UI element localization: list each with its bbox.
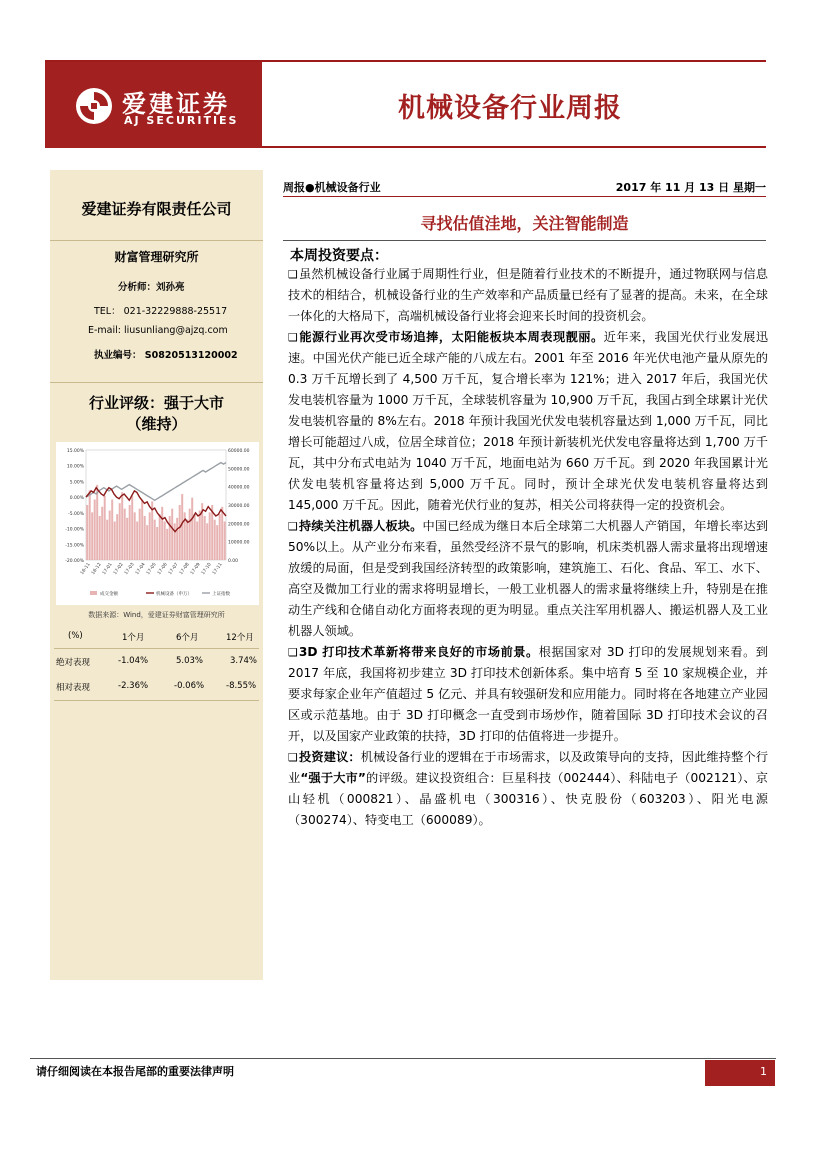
- company-name: 爱建证券有限责任公司: [81, 200, 232, 218]
- analyst-email: E-mail: liusunliang@ajzq.com: [88, 325, 228, 336]
- license-number: 执业编号： S0820513120002: [94, 350, 238, 361]
- section-title: 本周投资要点：: [290, 248, 388, 264]
- volume-bar: [96, 485, 98, 560]
- volume-bar: [119, 503, 121, 560]
- volume-bar: [194, 514, 196, 560]
- paragraph: [288, 327, 768, 516]
- volume-bar: [126, 518, 128, 560]
- table-cell: -0.06%: [174, 681, 205, 691]
- volume-bar: [139, 509, 141, 560]
- industry-rating: 行业评级：强于大市: [88, 394, 224, 412]
- header-bottom-rule: [262, 146, 766, 148]
- report-date: 2017 年 11 月 13 日 星期一: [615, 181, 766, 194]
- paragraph-lead: 持续关注机器人板块。: [298, 519, 423, 533]
- legend-label: 上证指数: [212, 592, 230, 597]
- headline: 寻找估值洼地，关注智能制造: [420, 214, 629, 233]
- volume-bar: [129, 505, 131, 560]
- y-tick-label-left: 15.00%: [66, 449, 84, 454]
- page-number: 1: [760, 1065, 767, 1078]
- volume-bar: [221, 507, 223, 560]
- logo-mark-icon: [74, 86, 114, 126]
- volume-bar: [219, 514, 221, 560]
- table-header-cell: 6个月: [176, 633, 199, 643]
- footer-divider: [30, 1058, 776, 1059]
- volume-bar: [174, 523, 176, 560]
- volume-bar: [131, 496, 133, 560]
- table-cell: 5.03%: [176, 656, 204, 666]
- volume-bar: [216, 525, 218, 560]
- y-tick-label-left: 5.00%: [69, 480, 84, 486]
- sidebar-divider: [50, 240, 263, 241]
- report-category: 周报●机械设备行业: [283, 181, 381, 194]
- x-tick-label: 17-09: [190, 562, 202, 576]
- y-tick-label-right: 0.00: [228, 559, 239, 564]
- volume-bar: [166, 529, 168, 560]
- y-tick-label-left: 0.00%: [69, 496, 84, 502]
- report-title: 机械设备行业周报: [398, 93, 622, 124]
- volume-bar: [104, 496, 106, 560]
- volume-bar: [179, 505, 181, 560]
- checkbox-bullet-icon: ❑: [288, 646, 298, 659]
- y-tick-label-right: 10000.00: [228, 540, 250, 546]
- table-cell: -1.04%: [118, 656, 149, 666]
- paragraph-body: 根据国家对 3D 打印的发展规划来看。到 2017 年底，我国将初步建立 3D 打印技术创新体系。集中培育 5 至 10 家规模企业，并要求每家企业年产值超过 5 亿元、并具有较强研发和应用能力。同时将在各地建立产业园区或示范基地。由于 3D 打印概念一直受到市场炒作，随着国际 3D 打印技术会议的召开，以及国家产业政策的扶持，3D 打印的估值将进一步提升。: [288, 645, 768, 743]
- data-source: 数据来源：Wind，爱建证券财富管理研究所: [88, 611, 225, 619]
- y-tick-label-left: 10.00%: [66, 464, 84, 470]
- volume-bar: [106, 520, 108, 560]
- legend-swatch: [90, 591, 97, 595]
- y-tick-label-left: -15.00%: [65, 543, 84, 549]
- x-tick-label: 17-02: [113, 562, 125, 576]
- volume-bar: [99, 516, 101, 560]
- volume-bar: [89, 490, 91, 560]
- volume-bar: [124, 509, 126, 560]
- x-tick-label: 17-05: [146, 562, 158, 576]
- volume-bar: [199, 511, 201, 561]
- checkbox-bullet-icon: ❑: [288, 520, 298, 533]
- paragraph-body: 虽然机械设备行业属于周期性行业，但是随着行业技术的不断提升，通过物联网与信息技术的相结合，机械设备行业的生产效率和产品质量已经有了显著的提高。未来，在全球一体化的大格局下，高端机械设备行业将会迎来长时间的投资机会。: [288, 267, 768, 323]
- paragraph-lead: 能源行业再次受市场追捧，太阳能板块本周表现靓丽。: [298, 330, 604, 344]
- x-tick-label: 17-03: [124, 562, 136, 576]
- volume-bar: [136, 522, 138, 561]
- rating-emphasis: “强于大市”: [300, 771, 366, 785]
- table-divider: [54, 700, 259, 701]
- volume-bar: [94, 500, 96, 561]
- volume-bar: [169, 516, 171, 560]
- table-cell: 绝对表现: [56, 658, 91, 668]
- sidebar-divider: [50, 382, 263, 383]
- table-cell: -2.36%: [118, 681, 149, 691]
- logo-text-cn: 爱建证券: [122, 90, 230, 118]
- table-header-row: [54, 626, 259, 648]
- y-tick-label-right: 30000.00: [228, 504, 250, 509]
- rating-status: （维持）: [126, 415, 187, 433]
- y-tick-label-right: 40000.00: [228, 485, 250, 491]
- table-divider: [54, 648, 259, 649]
- volume-bar: [186, 520, 188, 560]
- paragraph-body: 的评级。建议投资组合：巨星科技（002444）、科陆电子（002121）、京山轻机（000821）、晶盛机电（300316）、快克股份（603203）、阳光电源（300274）、特变电工（600089）。: [288, 771, 768, 827]
- sidebar: [50, 170, 263, 980]
- paragraph: [288, 642, 768, 747]
- analyst-name: 分析师：刘孙亮: [118, 282, 185, 293]
- performance-chart: [56, 442, 259, 605]
- volume-bar: [121, 492, 123, 560]
- paragraph-lead: 投资建议：: [298, 750, 361, 764]
- volume-bar: [111, 500, 113, 561]
- legal-notice: 请仔细阅读在本报告尾部的重要法律声明: [36, 1065, 234, 1078]
- volume-bar: [209, 512, 211, 560]
- page-number-box: [705, 1060, 775, 1086]
- y-tick-label-right: 60000.00: [228, 449, 250, 454]
- volume-bar: [154, 520, 156, 560]
- x-tick-label: 17-06: [157, 562, 169, 576]
- paragraph: [288, 516, 768, 642]
- series-line: [86, 463, 226, 501]
- volume-bar: [181, 494, 183, 560]
- y-tick-label-right: 50000.00: [228, 467, 250, 473]
- y-tick-label-left: -20.00%: [65, 559, 84, 564]
- table-row: [54, 676, 259, 698]
- checkbox-bullet-icon: ❑: [288, 331, 298, 344]
- table-cell: 3.74%: [230, 656, 258, 666]
- x-tick-label: 17-07: [168, 562, 180, 576]
- volume-bar: [86, 505, 88, 560]
- report-body: [288, 264, 768, 831]
- volume-bar: [196, 522, 198, 561]
- analyst-phone: TEL： 021-32229888-25517: [94, 306, 228, 317]
- volume-bar: [146, 525, 148, 560]
- volume-bar: [161, 507, 163, 560]
- table-cell: -8.55%: [226, 681, 257, 691]
- volume-bar: [164, 522, 166, 561]
- x-tick-label: 16-11: [80, 562, 92, 576]
- volume-bar: [176, 518, 178, 560]
- logo-text-en: AJ SECURITIES: [124, 114, 239, 127]
- meta-divider: [283, 196, 766, 197]
- chart-svg: [56, 442, 259, 605]
- paragraph: [288, 747, 768, 831]
- y-tick-label-right: 20000.00: [228, 522, 250, 528]
- checkbox-bullet-icon: ❑: [288, 268, 298, 281]
- paragraph-lead: 3D 打印技术革新将带来良好的市场前景。: [298, 645, 539, 659]
- table-row: [54, 651, 259, 673]
- volume-bar: [144, 516, 146, 560]
- legend-label: 成交金额: [100, 592, 118, 597]
- table-header-cell: (%): [68, 631, 83, 641]
- paragraph-body: 近年来，我国光伏行业发展迅速。中国光伏产能已近全球产能的八成左右。2001 年至 2016 年光伏电池产量从原先的 0.3 万千瓦增长到了 4,500 万千瓦，复合增长率为 121%；进入 2017 年后，我国光伏发电装机容量为 1000 万千瓦，全球装机容量为 10,900 万千瓦，我国占到全球累计光伏发电装机容量的 8%左右。2018 年预计我国光伏发电装机容量达到 1,000 万千瓦，同比增长可能超过八成，位居全球首位；2018 年预计新装机光伏发电容量将达到 1,700 万千瓦，其中分布式电站为 1040 万千瓦，地面电站为 660 万千瓦。到 2020 年我国累计光伏发电装机容量将达到 5,000 万千瓦。同时，预计全球光伏发电装机容量将达到 145,000 万千瓦。因此，随着光伏行业的复苏，相关公司将获得一定的投资机会。: [288, 330, 769, 512]
- x-tick-label: 17-10: [201, 562, 213, 576]
- table-cell: 相对表现: [56, 683, 91, 693]
- x-tick-label: 17-04: [135, 562, 147, 576]
- volume-bar: [91, 512, 93, 560]
- paragraph-body: 中国已经成为继日本后全球第二大机器人产销国，年增长率达到 50%以上。从产业分布来看，虽然受经济不景气的影响，机床类机器人需求量将出现增速放缓的局面，但是受到我国经济转型的政策影响，建筑施工、石化、食品、军工、水下、高空及微加工行业的需求将明显增长，一般工业机器人的需求量将继续上升，特别是在推动生产线和仓储自动化方面将表现的更为明显。重点关注军用机器人、搬运机器人及工业机器人领域。: [288, 519, 769, 638]
- checkbox-bullet-icon: ❑: [288, 751, 298, 764]
- volume-bar: [206, 523, 208, 560]
- headline-divider: [283, 240, 766, 241]
- legend-label: 机械设备（申万）: [156, 592, 192, 597]
- volume-bar: [191, 498, 193, 560]
- volume-bar: [114, 522, 116, 561]
- paragraph-body: 机械设备行业的逻辑在于市场需求，以及政策导向的支持，因此维持整个行业: [288, 750, 769, 785]
- table-header-cell: 1个月: [122, 633, 145, 643]
- volume-bar: [156, 527, 158, 560]
- volume-bar: [171, 509, 173, 560]
- volume-bar: [149, 512, 151, 560]
- volume-bar: [109, 511, 111, 561]
- volume-bar: [141, 500, 143, 561]
- x-tick-label: 17-08: [179, 562, 191, 576]
- volume-bar: [116, 514, 118, 560]
- volume-bar: [159, 514, 161, 560]
- volume-bar: [214, 520, 216, 560]
- table-header-cell: 12个月: [226, 633, 254, 643]
- volume-bar: [189, 509, 191, 560]
- volume-bar: [101, 507, 103, 560]
- x-tick-label: 17-11: [212, 562, 224, 576]
- y-tick-label-left: -10.00%: [65, 527, 84, 533]
- x-tick-label: 17-01: [102, 562, 114, 576]
- paragraph: [288, 264, 768, 327]
- volume-bar: [224, 522, 226, 561]
- volume-bar: [134, 512, 136, 560]
- x-tick-label: 16-12: [91, 562, 103, 576]
- department-name: 财富管理研究所: [114, 250, 199, 264]
- y-tick-label-left: -5.00%: [68, 511, 84, 517]
- volume-bar: [204, 516, 206, 560]
